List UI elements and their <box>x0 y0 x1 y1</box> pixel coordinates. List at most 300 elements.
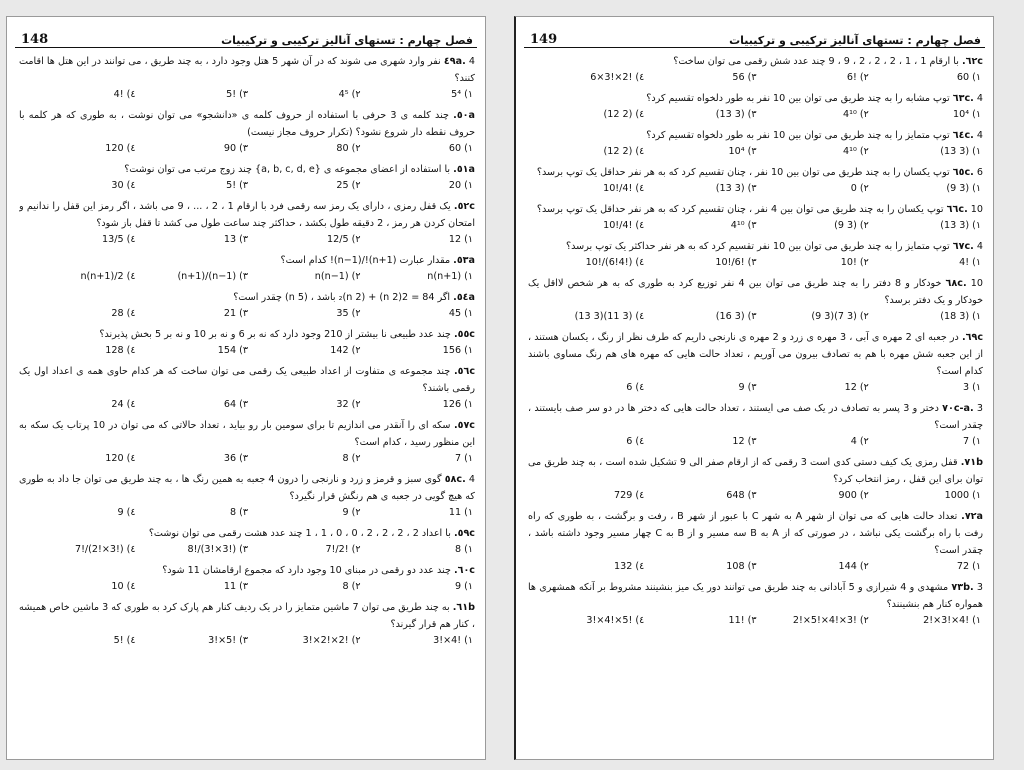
option-value: 126 <box>442 399 462 410</box>
question-item <box>528 454 983 506</box>
answer-option <box>361 633 474 649</box>
option-value: 60 <box>448 143 462 154</box>
answer-option <box>757 107 869 123</box>
answer-options <box>19 343 475 361</box>
option-label: ٤) <box>126 143 136 154</box>
option-label: ٢) <box>351 89 361 100</box>
answer-option <box>361 542 474 558</box>
option-value: 12 <box>732 436 745 447</box>
option-value: 56 <box>732 72 745 83</box>
answer-options <box>528 181 983 199</box>
option-label: ١) <box>464 544 473 555</box>
option-value: 5! <box>226 89 237 100</box>
option-label: ٢) <box>351 399 361 410</box>
question-number: ٦٥c. <box>952 167 974 178</box>
option-label: ٣) <box>747 109 757 120</box>
question-item <box>19 161 475 196</box>
answer-option <box>361 579 474 595</box>
option-value: 8 <box>342 453 349 464</box>
answer-options <box>19 542 475 560</box>
question-number: ٥٠a. <box>453 110 475 121</box>
option-label: ١) <box>972 490 981 501</box>
option-value: 3!×4! <box>433 635 462 646</box>
question-number: ٦٤c. <box>952 130 974 141</box>
option-value: 7!/2! <box>325 544 349 555</box>
option-label: ٢) <box>351 581 361 592</box>
option-label: ٣) <box>747 220 757 231</box>
answer-options <box>19 87 475 105</box>
answer-option <box>248 306 361 322</box>
option-label: ٢) <box>351 345 361 356</box>
option-value: 156 <box>442 345 462 356</box>
option-value: 10!/4! <box>603 220 633 231</box>
question-number: ٥٧c. <box>453 420 475 431</box>
question-text <box>528 329 983 380</box>
option-value: 35 <box>336 308 349 319</box>
option-label: ٤) <box>635 109 645 120</box>
answer-option <box>23 87 136 103</box>
option-value: 10!/6! <box>715 257 745 268</box>
option-label: ٤) <box>126 234 136 245</box>
option-value: (12 2) <box>603 146 633 157</box>
answer-options <box>19 306 475 324</box>
question-number: ٦٦c. <box>946 204 968 215</box>
option-label: ١) <box>972 183 981 194</box>
option-value: 10⁴ <box>728 146 745 157</box>
question-item <box>19 107 475 159</box>
option-value: (13 3) <box>715 109 745 120</box>
option-label: ٣) <box>239 581 248 592</box>
option-label: ١) <box>464 308 473 319</box>
answer-option <box>248 505 361 521</box>
question-text <box>528 53 983 70</box>
question-item <box>19 471 475 523</box>
answer-option <box>869 107 981 123</box>
question-stem: با استفاده از اعضای مجموعه ی {a, b, c, d, e} چند زوج مرتب می توان نوشت؟ <box>124 164 451 175</box>
option-value: 21 <box>223 308 237 319</box>
option-value: 132 <box>614 561 633 572</box>
answer-option <box>869 218 981 234</box>
option-label: ٣) <box>747 311 757 322</box>
option-value: 6 <box>626 436 633 447</box>
answer-option <box>757 380 869 396</box>
answer-option <box>757 613 869 629</box>
option-label: ١) <box>972 220 981 231</box>
answer-option <box>757 434 869 450</box>
question-stem: مقدار عبارت (n+1)!/(n−1)! کدام است؟ <box>280 255 451 266</box>
question-text <box>528 400 983 434</box>
answer-option <box>869 380 981 396</box>
question-text <box>528 238 983 255</box>
question-stem: 4 نفر وارد شهری می شوند که در آن شهر 5 هتل وجود دارد ، به چند طریق ، می توانند در این هتل ها اقامت کنند؟ <box>19 56 475 84</box>
option-value: 12 <box>844 382 857 393</box>
option-label: ١) <box>464 581 473 592</box>
question-number: ٦٣c. <box>952 93 974 104</box>
question-stem: 10 توپ یکسان را به چند طریق می توان بین 4 نفر ، چنان تقسیم کرد که به هر نفر حداقل یک توپ برسد؟ <box>536 204 983 215</box>
answer-option <box>361 178 474 194</box>
option-value: 10!/(6!4!) <box>585 257 633 268</box>
answer-option <box>644 613 756 629</box>
question-number: ٥٢c. <box>453 201 475 212</box>
answer-option <box>757 181 869 197</box>
answer-option <box>136 397 249 413</box>
answer-options <box>19 633 475 651</box>
option-value: 72 <box>956 561 970 572</box>
page-header <box>524 25 985 48</box>
answer-option <box>361 306 474 322</box>
option-value: 4¹⁰ <box>843 146 857 157</box>
option-value: 3!×2!×2! <box>302 635 349 646</box>
answer-option <box>136 306 249 322</box>
option-value: 10⁴ <box>953 109 970 120</box>
option-value: 6! <box>846 72 857 83</box>
question-number: ٧٠c-a. <box>942 403 974 414</box>
option-value: 142 <box>330 345 349 356</box>
option-label: ٤) <box>635 146 645 157</box>
answer-option <box>644 70 756 86</box>
option-label: ٤) <box>126 453 136 464</box>
option-value: 8!/(3!×3!) <box>187 544 237 555</box>
question-stem: اگر 84 = 2(n 2) + (n 2)₂ باشد ، (n 5) چقدر است؟ <box>233 292 451 303</box>
answer-option <box>248 178 361 194</box>
answer-option <box>248 633 361 649</box>
option-label: ٤) <box>126 271 136 282</box>
answer-option <box>23 343 136 359</box>
answer-options <box>528 613 983 631</box>
option-label: ١) <box>464 399 473 410</box>
answer-option <box>248 269 361 285</box>
option-label: ١) <box>972 72 981 83</box>
question-stem: 4 توپ مشابه را به چند طریق می توان بین 10 نفر به طور دلخواه تقسیم کرد؟ <box>646 93 983 104</box>
option-value: 128 <box>105 345 124 356</box>
question-item <box>528 579 983 631</box>
answer-options <box>19 505 475 523</box>
question-item <box>528 127 983 162</box>
answer-option <box>869 434 981 450</box>
question-item <box>19 417 475 469</box>
option-label: ٢) <box>859 436 869 447</box>
option-value: 5⁴ <box>451 89 462 100</box>
option-label: ٢) <box>859 257 869 268</box>
option-value: 4! <box>959 257 970 268</box>
question-text <box>19 525 475 542</box>
option-value: 90 <box>223 143 237 154</box>
answer-option <box>23 579 136 595</box>
option-label: ٣) <box>747 183 757 194</box>
option-value: 10 <box>111 581 124 592</box>
option-value: (13 3) <box>940 220 970 231</box>
option-label: ٤) <box>126 544 136 555</box>
question-text <box>19 289 475 306</box>
answer-options <box>528 488 983 506</box>
question-item <box>19 363 475 415</box>
answer-options <box>528 218 983 236</box>
answer-options <box>528 309 983 327</box>
question-stem: 4 توپ متمایز را به چند طریق می توان بین 10 نفر تقسیم کرد که به هر نفر حداکثر یک توپ برسد؟ <box>566 241 983 252</box>
question-text <box>19 53 475 87</box>
answer-option <box>869 70 981 86</box>
option-label: ٤) <box>126 507 136 518</box>
answer-option <box>644 144 756 160</box>
option-label: ٢) <box>351 544 361 555</box>
option-label: ٤) <box>126 89 136 100</box>
option-label: ٣) <box>747 436 757 447</box>
question-number: ٥١a. <box>453 164 475 175</box>
option-label: ٣) <box>239 453 248 464</box>
answer-option <box>248 232 361 248</box>
option-label: ٣) <box>239 271 248 282</box>
option-label: ٤) <box>126 399 136 410</box>
option-label: ٣) <box>239 234 248 245</box>
option-label: ٢) <box>859 72 869 83</box>
option-label: ١) <box>972 561 981 572</box>
answer-options <box>528 144 983 162</box>
question-text <box>19 326 475 343</box>
question-stem: به چند طریق می توان 7 ماشین متمایز را در یک ردیف کنار هم پارک کرد به طوری که 3 ماشین خاص همیشه ، کنار هم قرار گیرند؟ <box>19 602 475 630</box>
answer-option <box>644 488 756 504</box>
question-text <box>19 107 475 141</box>
right-page <box>514 16 994 760</box>
question-stem: قفل رمزی یک کیف دستی کدی است 3 رقمی که از ارقام صفر الی 9 تشکیل شده است ، به چند طریق می توان برای این قفل ، رمز انتخاب کرد؟ <box>528 457 983 485</box>
option-label: ٣) <box>239 143 248 154</box>
question-stem: 4 توپ متمایز را به چند طریق می توان بین 10 نفر به طور دلخواه تقسیم کرد؟ <box>646 130 983 141</box>
option-label: ٣) <box>239 399 248 410</box>
answer-option <box>23 306 136 322</box>
answer-option <box>248 451 361 467</box>
option-label: ١) <box>464 271 473 282</box>
option-label: ٤) <box>635 436 645 447</box>
answer-option <box>361 397 474 413</box>
question-stem: 3 مشهدی و 4 شیرازی و 5 آبادانی به چند طریق می توانند دور یک میز بنشینند مشروط بر آنکه همشهری ها همواره کنار هم بنشینند؟ <box>528 582 983 610</box>
option-label: ٤) <box>635 561 645 572</box>
question-text <box>528 275 983 309</box>
option-value: 5! <box>226 180 237 191</box>
option-value: (n+1)/(n−1) <box>177 271 237 282</box>
question-number: ٦٨c. <box>945 278 967 289</box>
option-label: ٤) <box>635 615 645 626</box>
question-number: ٦٢c. <box>961 56 983 67</box>
option-label: ١) <box>464 345 473 356</box>
chapter-title: فصل چهارم : تستهای آنالیز ترکیبی و ترکیبیات <box>221 34 473 47</box>
option-value: 64 <box>223 399 237 410</box>
question-number: ٥٣a. <box>453 255 475 266</box>
answer-option <box>23 397 136 413</box>
answer-option <box>869 613 981 629</box>
answer-option <box>361 232 474 248</box>
option-value: 4! <box>113 89 124 100</box>
option-label: ٣) <box>239 544 248 555</box>
answer-options <box>19 178 475 196</box>
option-value: (13 3) <box>940 146 970 157</box>
question-text <box>19 562 475 579</box>
option-label: ٤) <box>635 490 645 501</box>
option-value: 13/5 <box>102 234 124 245</box>
option-value: 120 <box>105 453 124 464</box>
answer-option <box>644 255 756 271</box>
answer-option <box>644 107 756 123</box>
question-number: ٤٩a. <box>443 56 466 67</box>
answer-option <box>248 579 361 595</box>
answer-option <box>757 559 869 575</box>
option-label: ٢) <box>859 490 869 501</box>
answer-option <box>869 144 981 160</box>
question-item <box>528 400 983 452</box>
question-number: ٦١b. <box>452 602 475 613</box>
answer-option <box>532 107 644 123</box>
option-value: 11 <box>223 581 237 592</box>
option-label: ١) <box>972 615 981 626</box>
question-number: ٥٩c. <box>453 528 475 539</box>
answer-option <box>532 70 644 86</box>
answer-option <box>532 181 644 197</box>
question-number: ٥٨c. <box>444 474 466 485</box>
option-value: 32 <box>336 399 349 410</box>
answer-option <box>644 559 756 575</box>
answer-option <box>757 218 869 234</box>
question-stem: 3 دختر و 3 پسر به تصادف در یک صف می ایستند ، تعداد حالت هایی که دختر ها در دو سر صف بایستند ، چقدر است؟ <box>528 403 983 431</box>
option-value: 12/5 <box>327 234 349 245</box>
option-value: (13 3)(11 3) <box>574 311 633 322</box>
answer-option <box>361 141 474 157</box>
option-value: 8 <box>229 507 237 518</box>
question-stem: یک قفل رمزی ، دارای یک رمز سه رقمی فرد با ارقام 1 ، 2 ، ... ، 9 می باشد ، اگر رمز این قفل را ندانیم و امتحان کردن هر رمز ، 2 دقیقه طول بکشد ، حداکثر چند ساعت طول می کشد تا قفل باز شود؟ <box>19 201 475 229</box>
answer-option <box>361 505 474 521</box>
option-label: ٣) <box>239 345 248 356</box>
option-value: 25 <box>336 180 349 191</box>
question-text <box>528 164 983 181</box>
question-number: ٧٣b. <box>951 582 974 593</box>
option-value: 80 <box>336 143 349 154</box>
answer-option <box>136 633 249 649</box>
option-label: ٢) <box>351 234 361 245</box>
answer-option <box>248 141 361 157</box>
answer-option <box>644 218 756 234</box>
option-label: ٢) <box>351 308 361 319</box>
question-item <box>528 53 983 88</box>
question-item <box>528 275 983 327</box>
option-label: ٢) <box>351 143 361 154</box>
question-number: ٦٧c. <box>952 241 974 252</box>
option-value: 9 <box>117 507 124 518</box>
option-value: 5! <box>113 635 124 646</box>
question-stem: چند عدد طبیعی نا بیشتر از 210 وجود دارد که نه بر 6 و نه بر 10 و نه بر 5 بخش پذیرند؟ <box>99 329 451 340</box>
option-label: ٣) <box>239 308 248 319</box>
option-value: 3!×4!×5! <box>586 615 633 626</box>
option-label: ٣) <box>239 507 248 518</box>
question-list <box>528 53 983 751</box>
question-item <box>19 326 475 361</box>
option-label: ٣) <box>747 72 757 83</box>
option-value: n(n+1)/2 <box>80 271 124 282</box>
question-stem: با ارقام 1 ، 1 ، 2 ، 2 ، 2 ، 9 ، 9 چند عدد شش رقمی می توان ساخت؟ <box>673 56 959 67</box>
answer-option <box>361 451 474 467</box>
answer-option <box>136 505 249 521</box>
answer-option <box>136 178 249 194</box>
answer-option <box>248 397 361 413</box>
option-value: 7 <box>454 453 462 464</box>
answer-option <box>757 70 869 86</box>
answer-option <box>532 434 644 450</box>
option-value: 8 <box>342 581 349 592</box>
option-label: ٢) <box>859 220 869 231</box>
answer-option <box>532 380 644 396</box>
question-list <box>19 53 475 751</box>
option-label: ١) <box>972 436 981 447</box>
answer-option <box>136 579 249 595</box>
option-label: ٤) <box>635 257 645 268</box>
answer-options <box>19 451 475 469</box>
option-label: ٢) <box>351 635 361 646</box>
option-value: 3!×5! <box>208 635 237 646</box>
option-value: 4 <box>850 436 857 447</box>
option-value: 60 <box>956 72 970 83</box>
option-value: 2!×3!×4! <box>923 615 970 626</box>
option-label: ١) <box>972 311 981 322</box>
option-label: ١) <box>972 257 981 268</box>
question-item <box>528 90 983 125</box>
question-item <box>528 201 983 236</box>
question-text <box>528 201 983 218</box>
question-stem: چند مجموعه ی متفاوت از اعداد طبیعی یک رقمی می توان ساخت که هر کدام حاوی همه ی اعداد اول یک رقمی باشند؟ <box>19 366 475 394</box>
answer-options <box>528 434 983 452</box>
answer-option <box>136 87 249 103</box>
page-header <box>15 25 477 48</box>
option-label: ٢) <box>859 615 869 626</box>
option-value: 144 <box>838 561 857 572</box>
answer-option <box>532 144 644 160</box>
option-value: 11 <box>448 507 462 518</box>
option-label: ٤) <box>635 220 645 231</box>
question-item <box>19 53 475 105</box>
answer-options <box>19 269 475 287</box>
option-label: ٤) <box>126 635 136 646</box>
answer-options <box>19 232 475 250</box>
answer-option <box>136 343 249 359</box>
option-label: ٤) <box>635 72 645 83</box>
option-value: 28 <box>111 308 124 319</box>
answer-option <box>757 255 869 271</box>
option-value: (18 3) <box>940 311 970 322</box>
option-value: n(n+1) <box>427 271 462 282</box>
answer-option <box>248 343 361 359</box>
option-value: (9 3)(7 3) <box>811 311 857 322</box>
question-item <box>19 525 475 560</box>
option-label: ١) <box>464 635 473 646</box>
page-number: 148 <box>21 32 49 47</box>
answer-option <box>644 434 756 450</box>
option-value: 4¹⁰ <box>843 109 857 120</box>
option-value: (16 3) <box>715 311 745 322</box>
question-text <box>19 599 475 633</box>
option-label: ٣) <box>747 615 757 626</box>
question-text <box>528 579 983 613</box>
question-stem: 4 گوی سبز و قرمز و زرد و نارنجی را درون 4 جعبه به همین رنگ ها ، به چند طریق می توان جا داد به طوری که هیچ گویی در جعبه ی هم رنگش قرار نگیرد؟ <box>19 474 475 502</box>
option-value: 36 <box>223 453 237 464</box>
option-value: 120 <box>105 143 124 154</box>
option-label: ٢) <box>351 271 361 282</box>
option-value: 13 <box>223 234 237 245</box>
question-text <box>528 90 983 107</box>
option-value: 6×3!×2! <box>590 72 633 83</box>
option-label: ٤) <box>126 345 136 356</box>
option-value: (12 2) <box>603 109 633 120</box>
answer-option <box>23 633 136 649</box>
option-label: ٣) <box>747 257 757 268</box>
answer-options <box>19 397 475 415</box>
option-value: 10!/4! <box>603 183 633 194</box>
option-value: 7 <box>962 436 970 447</box>
answer-option <box>757 488 869 504</box>
